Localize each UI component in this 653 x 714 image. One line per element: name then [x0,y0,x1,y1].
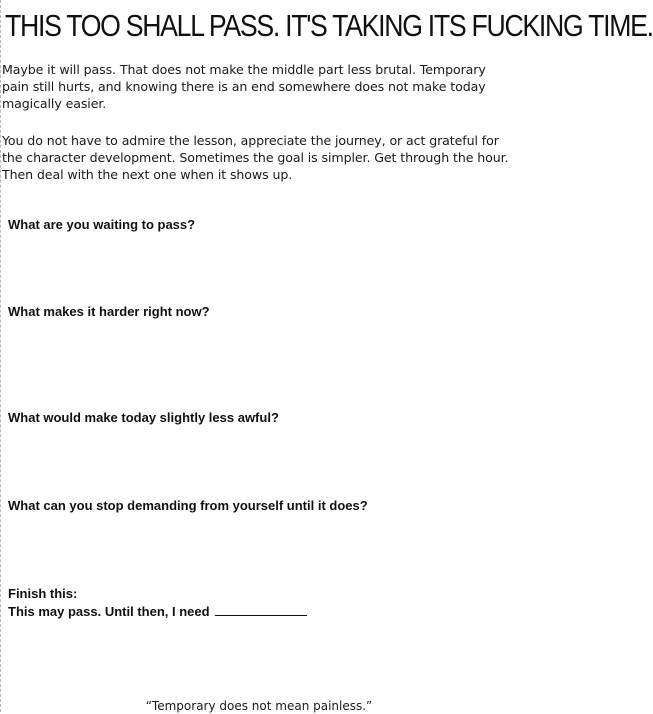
finish-sentence: This may pass. Until then, I need [8,604,210,619]
intro-paragraph-2: You do not have to admire the lesson, appreciate the journey, or act grateful for the character development. Sometimes the goal is simpler. Get through the hour. Then deal with the next one when it shows up. [2,133,509,182]
finish-sentence-line [8,603,513,621]
page-title: THIS TOO SHALL PASS. IT'S TAKING ITS FUCKING TIME. [5,8,653,43]
journal-prompt-2: What makes it harder right now? [8,304,210,319]
journal-prompt-4: What can you stop demanding from yourself until it does? [8,498,368,513]
journal-prompt-1: What are you waiting to pass? [8,217,196,232]
finish-label: Finish this: [8,586,78,601]
journal-prompt-3: What would make today slightly less awful? [8,410,279,425]
intro-paragraph-1: Maybe it will pass. That does not make the middle part less brutal. Temporary pain still hurts, and knowing there is an end somewhere does not make today magically easier. [2,62,486,111]
closing-quote: “Temporary does not mean painless.” [145,699,373,713]
fill-in-blank-line [215,603,307,616]
